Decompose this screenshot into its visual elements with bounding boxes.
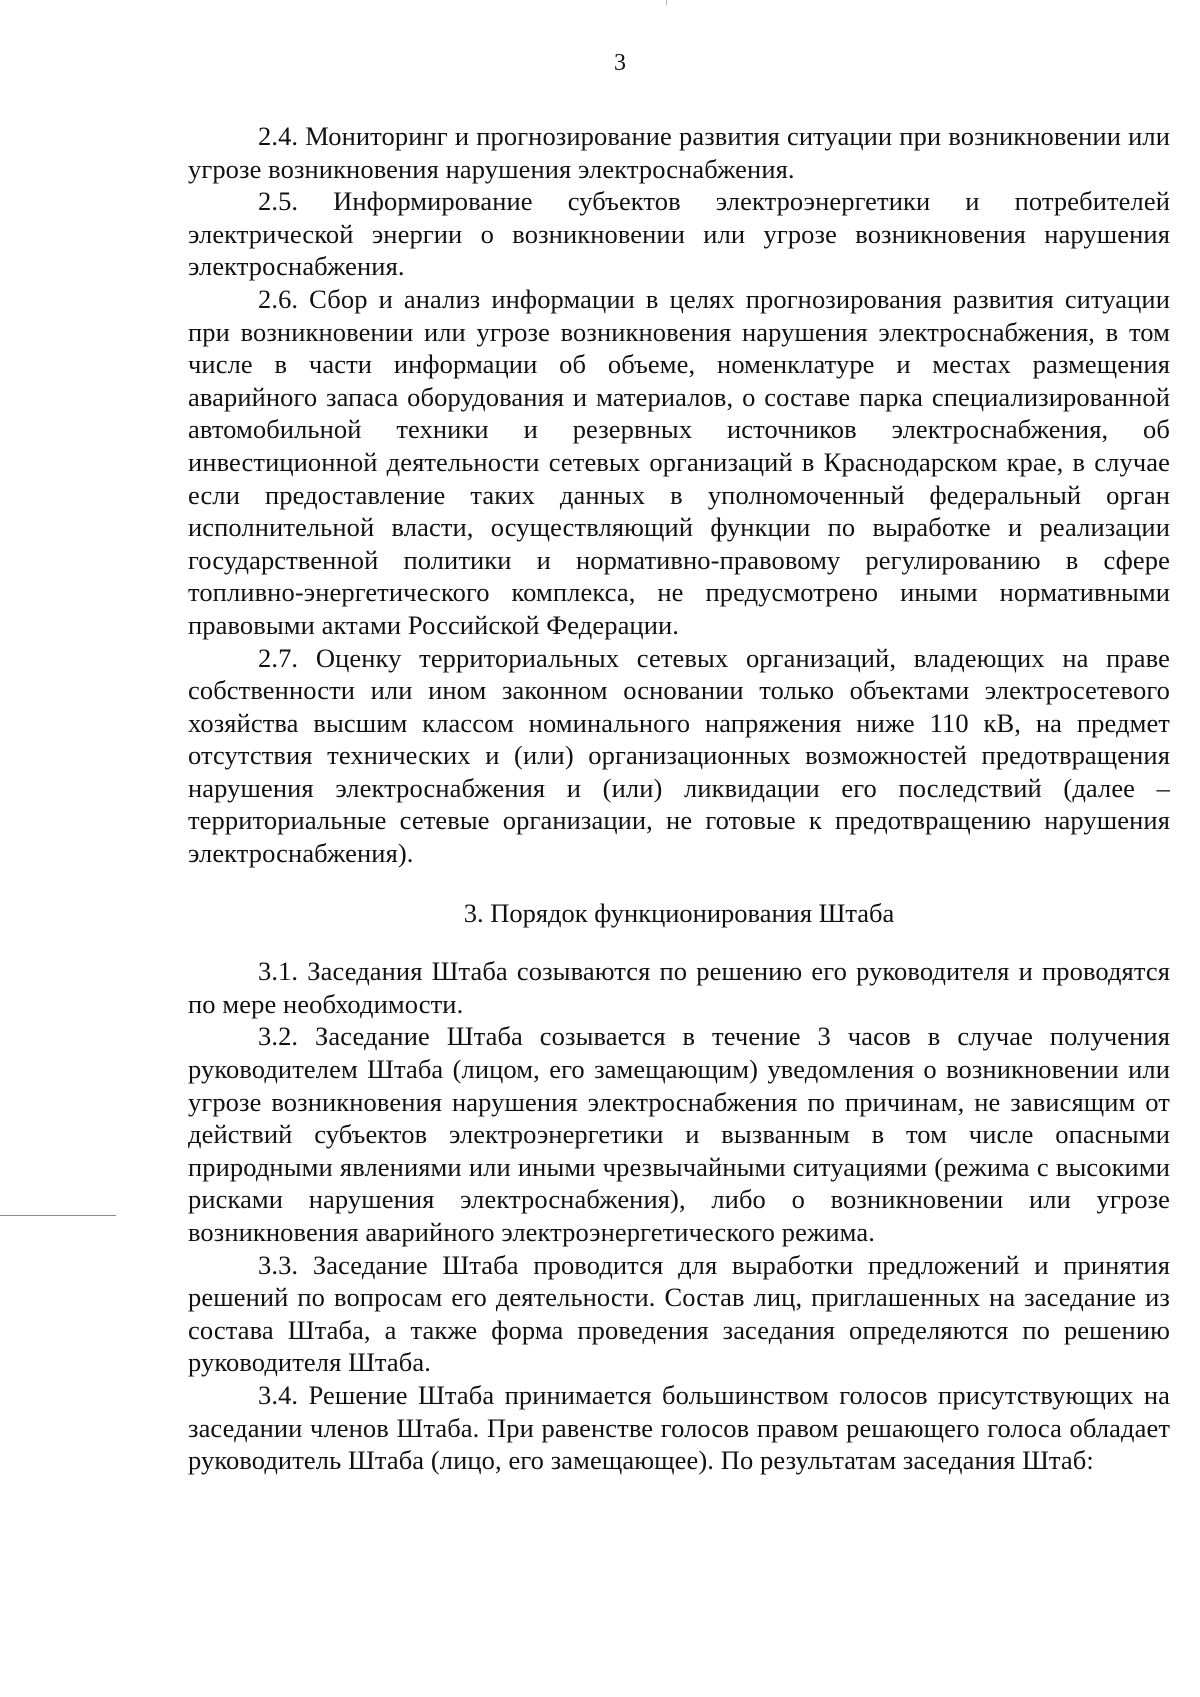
paragraph-2-6: 2.6. Сбор и анализ информации в целях прогнозирования развития ситуации при возникновении или угрозе возникновения нарушения электроснабжения, в том числе в части информации об объеме, номенклатуре и местах размещения аварийного запаса оборудования и материалов, о составе парка специализированной автомобильной техники и резервных источников электроснабжения, об инвестиционной деятельности сетевых организаций в Краснодарском крае, в случае если предоставление таких данных в уполномоченный федеральный орган исполнительной власти, осуществляющий функции по выработке и реализации государственной политики и нормативно-правовому регулированию в сфере топливно-энергетического комплекса, не предусмотрено иными нормативными правовыми актами Российской Федерации. — [188, 283, 1170, 640]
paragraph-2-5: 2.5. Информирование субъектов электроэнергетики и потребителей электрической энергии о возникновении или угрозе возникновения нарушения электроснабжения. — [188, 186, 1170, 282]
section-3-heading: 3. Порядок функционирования Штаба — [463, 897, 895, 928]
paragraph-2-4: 2.4. Мониторинг и прогнозирование развития ситуации при возникновении или угрозе возникновения нарушения электроснабжения. — [188, 121, 1170, 184]
paragraph-3-4: 3.4. Решение Штаба принимается большинством голосов присутствующих на заседании членов Штаба. При равенстве голосов правом решающего голоса обладает руководитель Штаба (лицо, его замещающее). По результатам заседания Штаб: — [188, 1379, 1170, 1476]
scan-mark — [666, 0, 667, 5]
paragraph-2-7: 2.7. Оценку территориальных сетевых организаций, владеющих на праве собственности или ином законном основании только объектами электросетевого хозяйства высшим классом номинального напряжения ниже 110 кВ, на предмет отсутствия технических и (или) организационных возможностей предотвращения нарушения электроснабжения и (или) ликвидации его последствий (далее – территориальные сетевые организации, не готовые к предотвращению нарушения электроснабжения). — [188, 642, 1170, 869]
paragraph-3-3: 3.3. Заседание Штаба проводится для выработки предложений и принятия решений по вопросам его деятельности. Состав лиц, приглашенных на заседание из состава Штаба, а также форма проведения заседания определяются по решению руководителя Штаба. — [188, 1249, 1170, 1378]
page-number: 3 — [614, 50, 626, 76]
document-body — [188, 120, 1170, 1477]
paragraph-3-2: 3.2. Заседание Штаба созывается в течение 3 часов в случае получения руководителем Штаба (лицом, его замещающим) уведомления о возникновении или угрозе возникновения нарушения электроснабжения по причинам, не зависящим от действий субъектов электроэнергетики и вызванным в том числе опасными природными явлениями или иными чрезвычайными ситуациями (режима с высокими рисками нарушения электроснабжения), либо о возникновении или угрозе возникновения аварийного электроэнергетического режима. — [188, 1021, 1170, 1247]
paragraph-3-1: 3.1. Заседания Штаба созываются по решению его руководителя и проводятся по мере необходимости. — [188, 956, 1170, 1019]
margin-rule — [0, 1215, 116, 1216]
